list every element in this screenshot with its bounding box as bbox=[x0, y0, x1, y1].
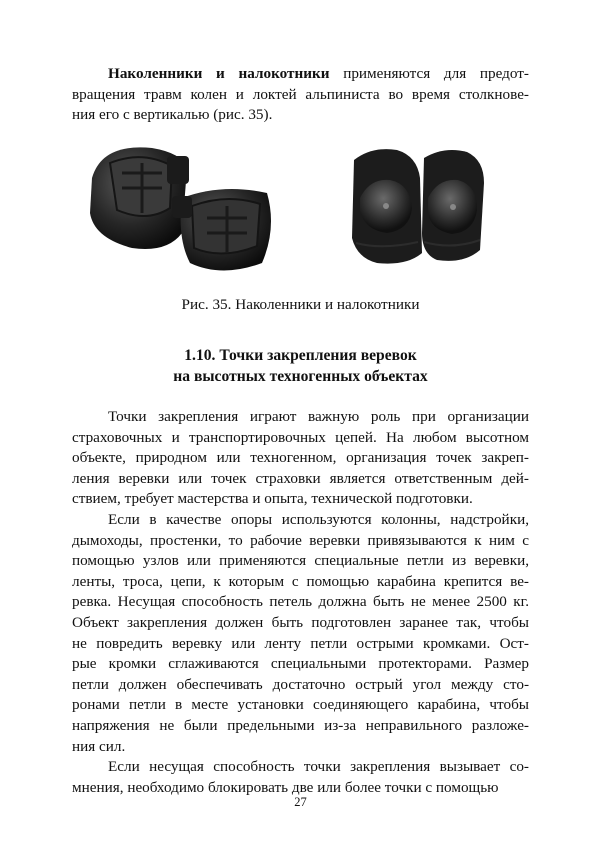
body-line: ления веревки или точек страховки является ответственным дей- bbox=[72, 469, 529, 487]
section-title-line-1: 1.10. Точки закрепления веревок bbox=[184, 347, 417, 364]
body-line: мнения, необходимо блокировать две или более точки с помощью bbox=[72, 778, 499, 796]
body-line: ствием, требует мастерства и опыта, технической подготовки. bbox=[72, 490, 473, 508]
elbow-pads-photo bbox=[90, 147, 271, 270]
body-line: петли должен обеспечивать достаточно острый угол между сто- bbox=[72, 675, 529, 693]
section-heading bbox=[72, 346, 529, 387]
body-line: помощью узлов или применяются специальные петли из веревки, bbox=[72, 552, 529, 570]
body-line: Если несущая способность точки закрепления вызывает со- bbox=[108, 758, 529, 776]
body-line: напряжения не были предельными из-за неправильного разложе- bbox=[72, 716, 529, 734]
section-title-line-2: на высотных техногенных объектах bbox=[173, 367, 428, 385]
body-line: объекте, природном или техногенном, организация точек закреп- bbox=[72, 449, 529, 467]
intro-line-1: Наколенники и налокотники применяются для предот- bbox=[108, 65, 529, 82]
intro-bold-term: Наколенники и налокотники bbox=[108, 65, 330, 82]
intro-line-3: ния его с вертикалью (рис. 35). bbox=[72, 106, 273, 124]
page-number: 27 bbox=[294, 795, 307, 809]
body-line: дымоходы, простенки, то рабочие веревки привязываются к ним с bbox=[72, 531, 529, 549]
body-line: ревка. Несущая способность петель должна быть не менее 2500 кг. bbox=[72, 593, 529, 611]
body-line: Точки закрепления играют важную роль при организации bbox=[108, 408, 529, 425]
body-line: Если в качестве опоры используются колонны, надстройки, bbox=[108, 510, 529, 528]
body-line: ронами петли в месте установки соединяющего карабина, чтобы bbox=[72, 696, 529, 714]
figure-35 bbox=[72, 138, 529, 288]
body-line: ния сил. bbox=[72, 737, 126, 755]
body-line: не повредить веревку или ленту петли острыми кромками. Ост- bbox=[72, 634, 529, 652]
body-line: страховочных и транспортировочных цепей. На любом высотном bbox=[72, 428, 529, 446]
body-line: рые кромки сглаживаются специальными протекторами. Размер bbox=[72, 655, 529, 673]
intro-line-2: вращения травм колен и локтей альпиниста во время столкнове- bbox=[72, 85, 529, 103]
knee-pads-photo bbox=[352, 149, 484, 263]
body-line: Объект закрепления должен быть подготовлен заранее так, чтобы bbox=[72, 613, 529, 631]
intro-paragraph bbox=[72, 64, 529, 126]
body-text bbox=[72, 407, 529, 798]
figure-caption: Рис. 35. Наколенники и налокотники bbox=[181, 296, 420, 313]
figure-photos bbox=[72, 138, 529, 288]
body-line: ленты, троса, цепи, к которым с помощью карабина крепится ве- bbox=[72, 572, 529, 590]
